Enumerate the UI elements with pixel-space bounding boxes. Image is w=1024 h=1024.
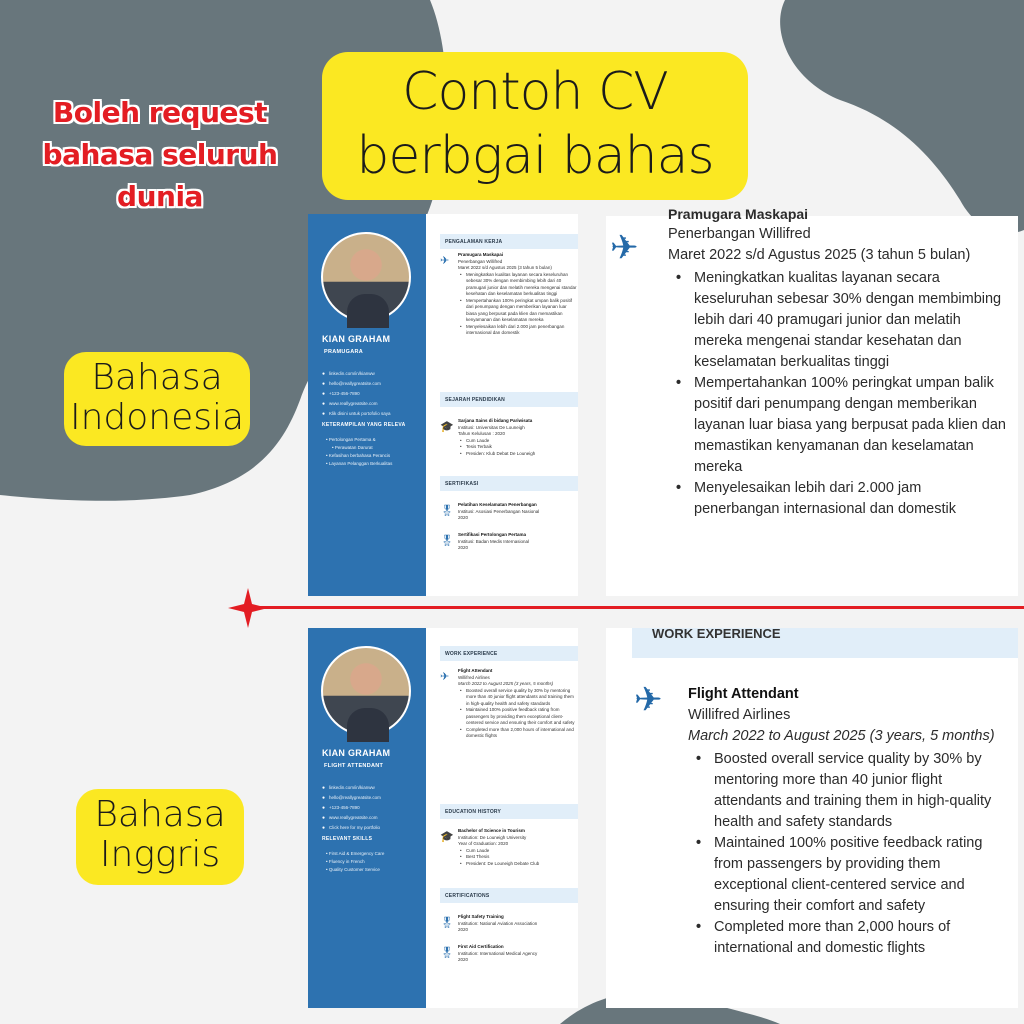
edu-institution: Institusi: Universitas De Louneigh — [458, 424, 525, 430]
label-bahasa-inggris — [76, 789, 244, 885]
label-indo-line-2: Indonesia — [69, 397, 245, 438]
cert-title: Sertifikasi Pertolongan Pertama — [458, 532, 527, 537]
cv-main — [434, 214, 578, 596]
zoom-dates: March 2022 to August 2025 (3 years, 5 months) — [688, 728, 995, 744]
cert-institution: Institusi: Asosiasi Penerbangan Nasional — [458, 508, 540, 514]
cv-role: PRAMUGARA — [324, 349, 364, 355]
skills-list — [326, 850, 422, 874]
edu-bullet: • Best Thesis — [458, 854, 578, 861]
sparkle-star-icon — [228, 588, 268, 628]
cv-main — [434, 628, 578, 1008]
zoom-bullet: • Maintained 100% positive feedback rating from passengers by providing them exceptional client-centered service and ensuring their comfort and safety — [688, 833, 1008, 917]
cert-entry — [440, 502, 578, 522]
skills-heading: KETERAMPILAN YANG RELEVA — [322, 422, 406, 428]
cv-name: KIAN GRAHAM — [322, 748, 391, 758]
job-bullet: • Mempertahankan 100% peringkat umpan balik positif dari penumpang dengan memberikan layanan luar biasa yang berpusat pada klien dan memastikan kenyamanan dan keselamatan mereka — [458, 298, 578, 324]
cert-entry — [440, 944, 578, 964]
education-entry — [440, 828, 578, 867]
job-bullet: • Meningkatkan kualitas layanan secara keseluruhan sebesar 30% dengan membimbing lebih dari 40 pramugari junior dan melatih mereka mengenai standar kesehatan dan keselamatan berkualitas tinggi — [458, 272, 578, 298]
job-title: Pramugara Maskapai — [458, 252, 504, 257]
request-text — [30, 92, 290, 218]
cert-institution: Institution: International Medical Agency — [458, 950, 538, 956]
education-entry — [440, 418, 578, 457]
edu-bullet: • Cum Laude — [458, 438, 578, 445]
cv-sidebar — [308, 214, 426, 596]
request-line-2: bahasa seluruh — [42, 138, 278, 171]
skills-heading: RELEVANT SKILLS — [322, 836, 373, 842]
job-company: Willifred Airlines — [458, 674, 490, 680]
label-indo-line-1: Bahasa — [91, 357, 223, 398]
contact-list — [322, 369, 422, 419]
contact-item: ● hello@reallygreatsite.com — [322, 379, 422, 389]
job-bullet: • Completed more than 2,000 hours of international and domestic flights — [458, 727, 578, 740]
cert-year: 2020 — [458, 957, 469, 962]
skill-item: • Perawatan Darurat — [326, 444, 422, 452]
job-dates: March 2022 to August 2025 (3 years, 5 months) — [458, 681, 554, 686]
contact-item: ● Klik disini untuk portofolio saya — [322, 409, 422, 419]
award-ribbon-icon: 🎖 — [440, 917, 454, 929]
edu-bullet: • Presiden: Klub Debat De Louneigh — [458, 451, 578, 458]
plane-icon: ✈ — [440, 255, 450, 267]
contact-item: ● www.reallygreatsite.com — [322, 813, 422, 823]
cv-sidebar — [308, 628, 426, 1008]
zoom-work-details — [668, 224, 1008, 520]
cv-name: KIAN GRAHAM — [322, 334, 391, 344]
skill-item: • Quality Customer Service — [326, 866, 422, 874]
cert-title: Flight Safety Training — [458, 914, 504, 919]
section-work: PENGALAMAN KERJA — [440, 234, 578, 249]
section-education: SEJARAH PENDIDIKAN — [440, 392, 578, 407]
request-line-3: dunia — [117, 180, 203, 213]
label-eng-line-2: Inggris — [99, 834, 221, 875]
section-certification: SERTIFIKASI — [440, 476, 578, 491]
zoom-company: Willifred Airlines — [688, 707, 791, 723]
profile-photo — [321, 232, 411, 322]
job-bullet: • Maintained 100% positive feedback rating from passengers by providing them exceptional client-centered service and ensuring their comfort and safety — [458, 707, 578, 727]
request-line-1: Boleh request — [52, 96, 268, 129]
contact-item: ● www.reallygreatsite.com — [322, 399, 422, 409]
job-title: Flight Attendant — [458, 668, 493, 673]
edu-bullet: • Cum Laude — [458, 848, 578, 855]
cert-year: 2020 — [458, 515, 469, 520]
skill-item: • Layanan Pelanggan Berkualitas — [326, 460, 422, 468]
award-ribbon-icon: 🎖 — [440, 947, 454, 959]
cert-entry — [440, 914, 578, 934]
award-ribbon-icon: 🎖 — [440, 535, 454, 547]
cert-institution: Institution: National Aviation Association — [458, 920, 538, 926]
title-banner — [322, 52, 748, 200]
plane-icon: ✈ — [634, 681, 663, 719]
contact-list — [322, 783, 422, 833]
skill-item: • Fluency in French — [326, 858, 422, 866]
cert-title: Pelatihan Keselamatan Penerbangan — [458, 502, 537, 507]
cert-year: 2020 — [458, 545, 469, 550]
job-company: Penerbangan Willifred — [458, 258, 503, 264]
section-education: EDUCATION HISTORY — [440, 804, 578, 819]
plane-icon: ✈ — [440, 671, 450, 683]
work-entry — [440, 252, 578, 337]
cert-year: 2020 — [458, 927, 469, 932]
zoom-bullet: • Completed more than 2,000 hours of international and domestic flights — [688, 917, 1008, 959]
zoom-dates: Maret 2022 s/d Agustus 2025 (3 tahun 5 bulan) — [668, 247, 971, 263]
skill-item: • First Aid & Emergency Care — [326, 850, 422, 858]
zoom-bullet: • Menyelesaikan lebih dari 2.000 jam penerbangan internasional dan domestik — [668, 478, 1008, 520]
contact-item: ● +123-456-7890 — [322, 803, 422, 813]
zoom-title: Flight Attendant — [688, 686, 799, 702]
section-work: WORK EXPERIENCE — [440, 646, 578, 661]
job-bullet: • Menyelesaikan lebih dari 2.000 jam penerbangan internasional dan domestik — [458, 324, 578, 337]
zoom-indonesian — [606, 206, 1018, 596]
zoom-bullet: • Boosted overall service quality by 30% by mentoring more than 40 junior flight attendants and training them in high-quality health and safety standards — [688, 749, 1008, 833]
profile-photo — [321, 646, 411, 736]
section-certification: CERTIFICATIONS — [440, 888, 578, 903]
edu-title: Bachelor of Science in Tourism — [458, 828, 525, 833]
contact-item: ● +123-456-7890 — [322, 389, 422, 399]
zoom-bullet: • Meningkatkan kualitas layanan secara keseluruhan sebesar 30% dengan membimbing lebih dari 40 pramugari junior dan melatih mereka mengenai standar kesehatan dan keselamatan berkualitas tinggi — [668, 268, 1008, 373]
skills-list — [326, 436, 422, 468]
contact-item: ● linkedin.com/in/kianww — [322, 783, 422, 793]
skill-item: • Pertolongan Pertama & — [326, 436, 422, 444]
edu-institution: Institution: De Louneigh University — [458, 834, 527, 840]
award-ribbon-icon: 🎖 — [440, 505, 454, 517]
divider-line — [236, 606, 1024, 609]
cert-institution: Institusi: Badan Medis Internasional — [458, 538, 530, 544]
zoom-work-details — [688, 684, 1008, 959]
work-entry — [440, 668, 578, 740]
job-dates: Maret 2022 s/d Agustus 2025 (3 tahun 5 bulan) — [458, 265, 552, 270]
edu-year: Tahun Kelulusan : 2020 — [458, 431, 506, 436]
contact-item: ● Click here for my portfolio — [322, 823, 422, 833]
edu-bullet: • President: De Louneigh Debate Club — [458, 861, 578, 868]
contact-item: ● hello@reallygreatsite.com — [322, 793, 422, 803]
edu-bullet: • Tesis Terbaik — [458, 444, 578, 451]
cv-english — [308, 628, 578, 1008]
cv-role: FLIGHT ATTENDANT — [324, 763, 384, 769]
job-bullet: • Boosted overall service quality by 30% by mentoring more than 40 junior flight attendants and training them in high-quality health and safety standards — [458, 688, 578, 708]
graduation-cap-icon: 🎓 — [440, 421, 454, 433]
cert-entry — [440, 532, 578, 552]
label-bahasa-indonesia — [64, 352, 250, 446]
edu-title: Sarjana Sains di bidang Pariwisata — [458, 418, 533, 423]
plane-icon: ✈ — [610, 229, 639, 267]
zoom-cut-title: Pramugara Maskapai — [668, 206, 809, 222]
zoom-bullet: • Mempertahankan 100% peringkat umpan balik positif dari penumpang dengan memberikan layanan luar biasa yang berpusat pada klien dan memastikan kenyamanan dan keselamatan mereka — [668, 373, 1008, 478]
graduation-cap-icon: 🎓 — [440, 831, 454, 843]
slate-blob-right — [780, 0, 1024, 233]
skill-item: • Kefasihan berbahasa Perancis — [326, 452, 422, 460]
edu-year: Year of Graduation: 2020 — [458, 841, 509, 846]
title-line-1: Contoh CV — [402, 62, 668, 122]
zoom-company: Penerbangan Willifred — [668, 226, 811, 242]
cert-title: First Aid Certification — [458, 944, 504, 949]
label-eng-line-1: Bahasa — [94, 794, 226, 835]
zoom-section-heading: WORK EXPERIENCE — [632, 628, 1018, 658]
zoom-english — [606, 628, 1018, 1008]
contact-item: ● linkedin.com/in/kianww — [322, 369, 422, 379]
title-line-2: berbgai bahas — [356, 126, 714, 186]
cv-indonesian — [308, 214, 578, 596]
